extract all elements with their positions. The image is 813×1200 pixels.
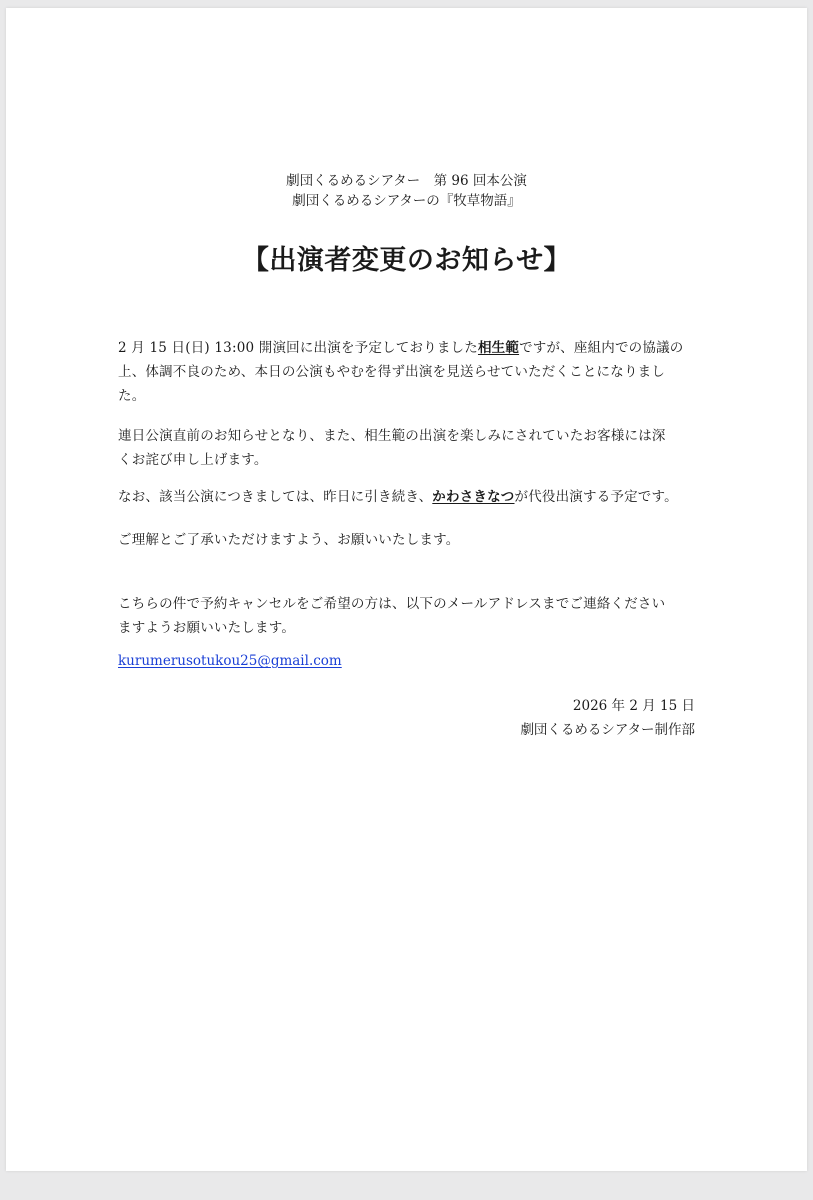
paragraph-apology [118, 424, 708, 472]
paragraph-cancellation [118, 336, 708, 408]
performer-name-absent: 相生範 [477, 340, 520, 356]
text-span: ですが、座組内での協議の [519, 340, 684, 356]
contact-email-link[interactable]: kurumerusotukou25@gmail.com [118, 653, 342, 669]
signature-block [520, 694, 695, 742]
paragraph-line: 連日公演直前のお知らせとなり、また、相生範の出演を楽しみにされていたお客様には深 [118, 428, 666, 444]
header [6, 171, 807, 211]
paragraph-line: た。 [118, 388, 146, 404]
page-title: 【出演者変更のお知らせ】 [241, 245, 572, 276]
paragraph-cancellation-contact [118, 592, 708, 640]
paragraph-line: 上、体調不良のため、本日の公演もやむを得ず出演を見送らせていただくことになりまし [118, 364, 666, 380]
paragraph-line: ますようお願いいたします。 [118, 620, 296, 636]
issuer-organization: 劇団くるめるシアター制作部 [520, 722, 695, 738]
header-line-2: 劇団くるめるシアターの『牧草物語』 [292, 193, 521, 209]
paragraph-line [118, 485, 708, 509]
paragraph-line: ご理解とご了承いただけますよう、お願いいたします。 [118, 532, 460, 548]
paragraph-line: くお詫び申し上げます。 [118, 452, 268, 468]
issue-date: 2026 年 2 月 15 日 [572, 698, 695, 714]
paragraph-line: こちらの件で予約キャンセルをご希望の方は、以下のメールアドレスまでご連絡ください [118, 596, 666, 612]
paragraph-line [118, 336, 708, 360]
document-page [6, 8, 807, 1171]
performer-name-replacement: かわさきなつ [432, 489, 515, 505]
text-span: が代役出演する予定です。 [514, 489, 678, 505]
paragraph-replacement [118, 485, 708, 509]
text-span: 2 月 15 日(日) 13:00 開演回に出演を予定しておりました [118, 340, 478, 356]
text-span: なお、該当公演につきましては、昨日に引き続き、 [118, 489, 433, 505]
paragraph-request [118, 528, 708, 552]
header-line-1: 劇団くるめるシアター 第 96 回本公演 [286, 173, 527, 189]
